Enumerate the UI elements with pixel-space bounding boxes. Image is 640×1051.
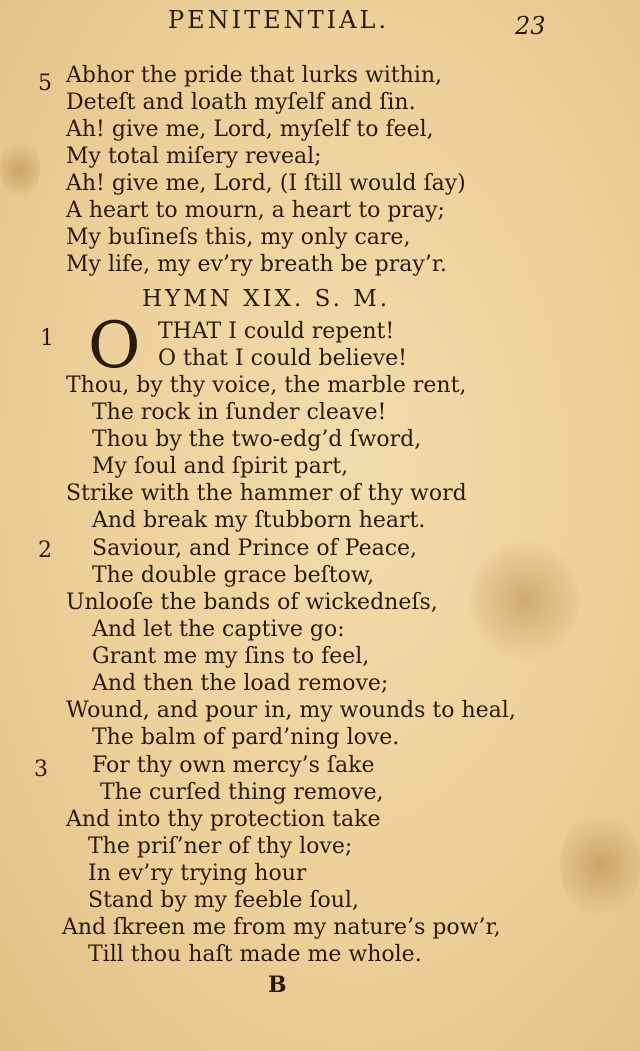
verse-number: 1 <box>40 326 54 351</box>
verse-line: My total miſery reveal; <box>66 144 322 169</box>
foxing-stain <box>470 540 580 660</box>
verse-number: 5 <box>38 71 52 96</box>
verse-line: Saviour, and Prince of Peace, <box>92 536 418 561</box>
verse-line: Ah! give me, Lord, (I ſtill would ſay) <box>66 171 466 196</box>
verse-line: THAT I could repent! <box>158 319 395 344</box>
running-head: PENITENTIAL. <box>168 6 390 34</box>
verse-line: And then the load remove; <box>92 671 389 696</box>
signature-mark: B <box>268 972 287 998</box>
verse-line: And ſkreen me from my nature’s pow’r, <box>62 915 501 940</box>
verse-line: O that I could believe! <box>158 346 408 371</box>
verse-line: Wound, and pour in, my wounds to heal, <box>66 698 516 723</box>
verse-line: A heart to mourn, a heart to pray; <box>66 198 445 223</box>
verse-line: My life, my ev’ry breath be pray’r. <box>66 252 447 277</box>
verse-line: Unlooſe the bands of wickedneſs, <box>66 590 438 615</box>
foxing-stain <box>560 810 640 920</box>
verse-line: And break my ſtubborn heart. <box>92 508 426 533</box>
verse-line: The priſ’ner of thy love; <box>88 834 353 859</box>
verse-line: The double grace beſtow, <box>92 563 375 588</box>
page-number: 23 <box>515 12 546 40</box>
verse-number: 2 <box>38 538 52 563</box>
verse-number: 3 <box>34 757 48 782</box>
verse-line: Stand by my feeble ſoul, <box>88 888 359 913</box>
verse-line: Ah! give me, Lord, myſelf to feel, <box>66 117 434 142</box>
verse-line: The curſed thing remove, <box>100 780 384 805</box>
verse-line: Thou, by thy voice, the marble rent, <box>66 373 467 398</box>
verse-line: My ſoul and ſpirit part, <box>92 454 349 479</box>
drop-cap: O <box>88 309 141 383</box>
foxing-stain <box>0 140 40 200</box>
verse-line: The rock in ſunder cleave! <box>92 400 387 425</box>
verse-line: Thou by the two-edg’d ſword, <box>92 427 422 452</box>
hymn-title: HYMN XIX. S. M. <box>142 286 391 312</box>
verse-line: And into thy protection take <box>66 807 381 832</box>
verse-line: Deteſt and loath myſelf and ſin. <box>66 90 416 115</box>
verse-line: For thy own mercy’s ſake <box>92 753 375 778</box>
verse-line: The balm of pard’ning love. <box>92 725 400 750</box>
verse-line: Strike with the hammer of thy word <box>66 481 467 506</box>
verse-line: Grant me my ſins to feel, <box>92 644 370 669</box>
verse-line: My buſineſs this, my only care, <box>66 225 411 250</box>
verse-line: In ev’ry trying hour <box>88 861 307 886</box>
verse-line: Till thou haſt made me whole. <box>88 942 422 967</box>
verse-line: And let the captive go: <box>92 617 345 642</box>
verse-line: Abhor the pride that lurks within, <box>66 63 443 88</box>
